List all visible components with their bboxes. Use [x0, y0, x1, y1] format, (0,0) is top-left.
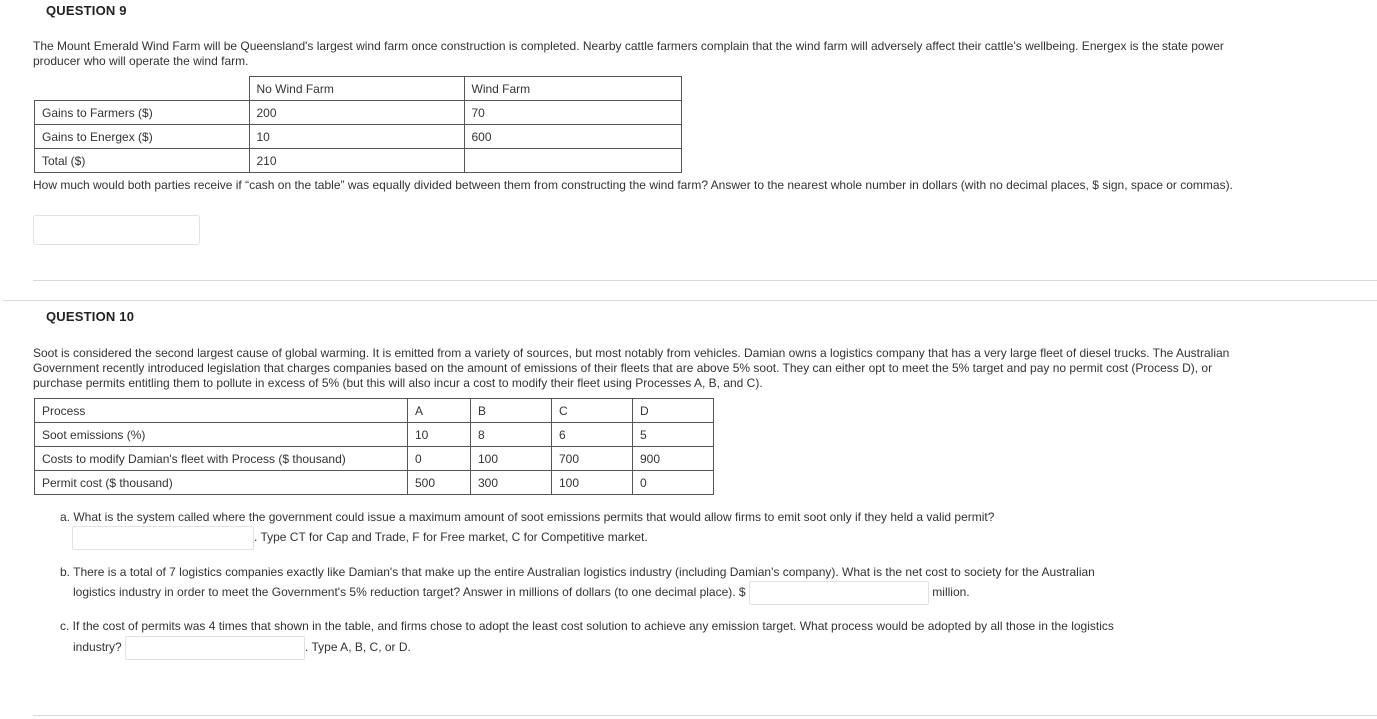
table-header: D: [633, 399, 714, 423]
question-10-title: QUESTION 10: [46, 309, 135, 324]
question-9-prompt: How much would both parties receive if “cash on the table” was equally divided between them from constructing the wind farm? Answer to the nearest whole number in dollars (with no decimal places, $ sign, space or commas).: [33, 178, 1233, 192]
table-header: Process: [35, 399, 408, 423]
table-header: B: [471, 399, 552, 423]
question-9-answer-input[interactable]: [33, 215, 200, 245]
table-row: [35, 471, 714, 495]
table-cell: 70: [464, 101, 682, 125]
table-cell: 700: [552, 447, 633, 471]
table-cell: 600: [464, 125, 682, 149]
table-header-row: [35, 77, 682, 101]
question-10b-answer-input[interactable]: [749, 581, 929, 605]
question-10c-answer-row: [73, 636, 411, 660]
table-cell: 200: [249, 101, 464, 125]
table-header: A: [408, 399, 471, 423]
table-cell: Costs to modify Damian's fleet with Process ($ thousand): [35, 447, 408, 471]
table-row: [35, 423, 714, 447]
question-10a-answer-row: [72, 526, 648, 550]
table-cell: 6: [552, 423, 633, 447]
question-9-table: [34, 76, 682, 173]
question-9-title: QUESTION 9: [46, 3, 127, 18]
table-cell: Permit cost ($ thousand): [35, 471, 408, 495]
table-cell: 10: [408, 423, 471, 447]
divider: [33, 715, 1377, 716]
table-cell: 500: [408, 471, 471, 495]
table-header: C: [552, 399, 633, 423]
question-10c-answer-input[interactable]: [125, 636, 305, 660]
divider: [33, 280, 1377, 281]
table-cell: 0: [408, 447, 471, 471]
question-10b-suffix: million.: [932, 585, 970, 600]
table-cell: 210: [249, 149, 464, 173]
question-10a-hint: . Type CT for Cap and Trade, F for Free market, C for Competitive market.: [254, 530, 648, 545]
table-cell: 300: [471, 471, 552, 495]
question-10-intro: Soot is considered the second largest cause of global warming. It is emitted from a variety of sources, but most notably from vehicles. Damian owns a logistics company that has a very large fleet of diesel trucks. The Australian Government recently introduced legislation that charges companies based on the amount of emissions of their fleets that are above 5% soot. They can either opt to meet the 5% target and pay no permit cost (Process D), or purchase permits entitling them to pollute in excess of 5% (but this will also incur a cost to modify their fleet using Processes A, B, and C).: [33, 346, 1230, 390]
table-cell: Soot emissions (%): [35, 423, 408, 447]
question-10c-prompt-line1: c. If the cost of permits was 4 times that shown in the table, and firms chose to adopt the least cost solution to achieve any emission target. What process would be adopted by all those in the logistics: [60, 619, 1114, 633]
table-cell: 0: [633, 471, 714, 495]
question-10b-prompt-line2: logistics industry in order to meet the Government's 5% reduction target? Answer in millions of dollars (to one decimal place). $: [73, 585, 746, 600]
table-cell: 900: [633, 447, 714, 471]
table-cell: Gains to Farmers ($): [35, 101, 250, 125]
divider: [3, 300, 1377, 301]
question-10a-prompt: a. What is the system called where the government could issue a maximum amount of soot emissions permits that would allow firms to emit soot only if they held a valid permit?: [60, 510, 995, 524]
table-cell: 10: [249, 125, 464, 149]
question-10c-prompt-line2: industry?: [73, 640, 122, 655]
table-row: [35, 101, 682, 125]
question-10b-answer-row: [73, 581, 970, 605]
table-cell: 8: [471, 423, 552, 447]
table-row: [35, 149, 682, 173]
table-header-row: [35, 399, 714, 423]
table-cell: [35, 77, 250, 101]
table-cell: 100: [471, 447, 552, 471]
table-row: [35, 125, 682, 149]
question-10a-answer-input[interactable]: [72, 526, 254, 550]
table-cell: Total ($): [35, 149, 250, 173]
table-row: [35, 447, 714, 471]
table-header: No Wind Farm: [249, 77, 464, 101]
table-cell: Gains to Energex ($): [35, 125, 250, 149]
question-10c-hint: . Type A, B, C, or D.: [305, 640, 411, 655]
question-10-table: [34, 398, 714, 495]
question-9-intro: The Mount Emerald Wind Farm will be Queensland's largest wind farm once construction is completed. Nearby cattle farmers complain that the wind farm will adversely affect their cattle's wellbeing. Energex is the state power producer who will operate the wind farm.: [33, 39, 1224, 68]
table-cell: [464, 149, 682, 173]
question-10b-prompt-line1: b. There is a total of 7 logistics companies exactly like Damian's that make up the entire Australian logistics industry (including Damian's company). What is the net cost to society for the Australian: [60, 565, 1095, 579]
table-cell: 5: [633, 423, 714, 447]
table-header: Wind Farm: [464, 77, 682, 101]
table-cell: 100: [552, 471, 633, 495]
